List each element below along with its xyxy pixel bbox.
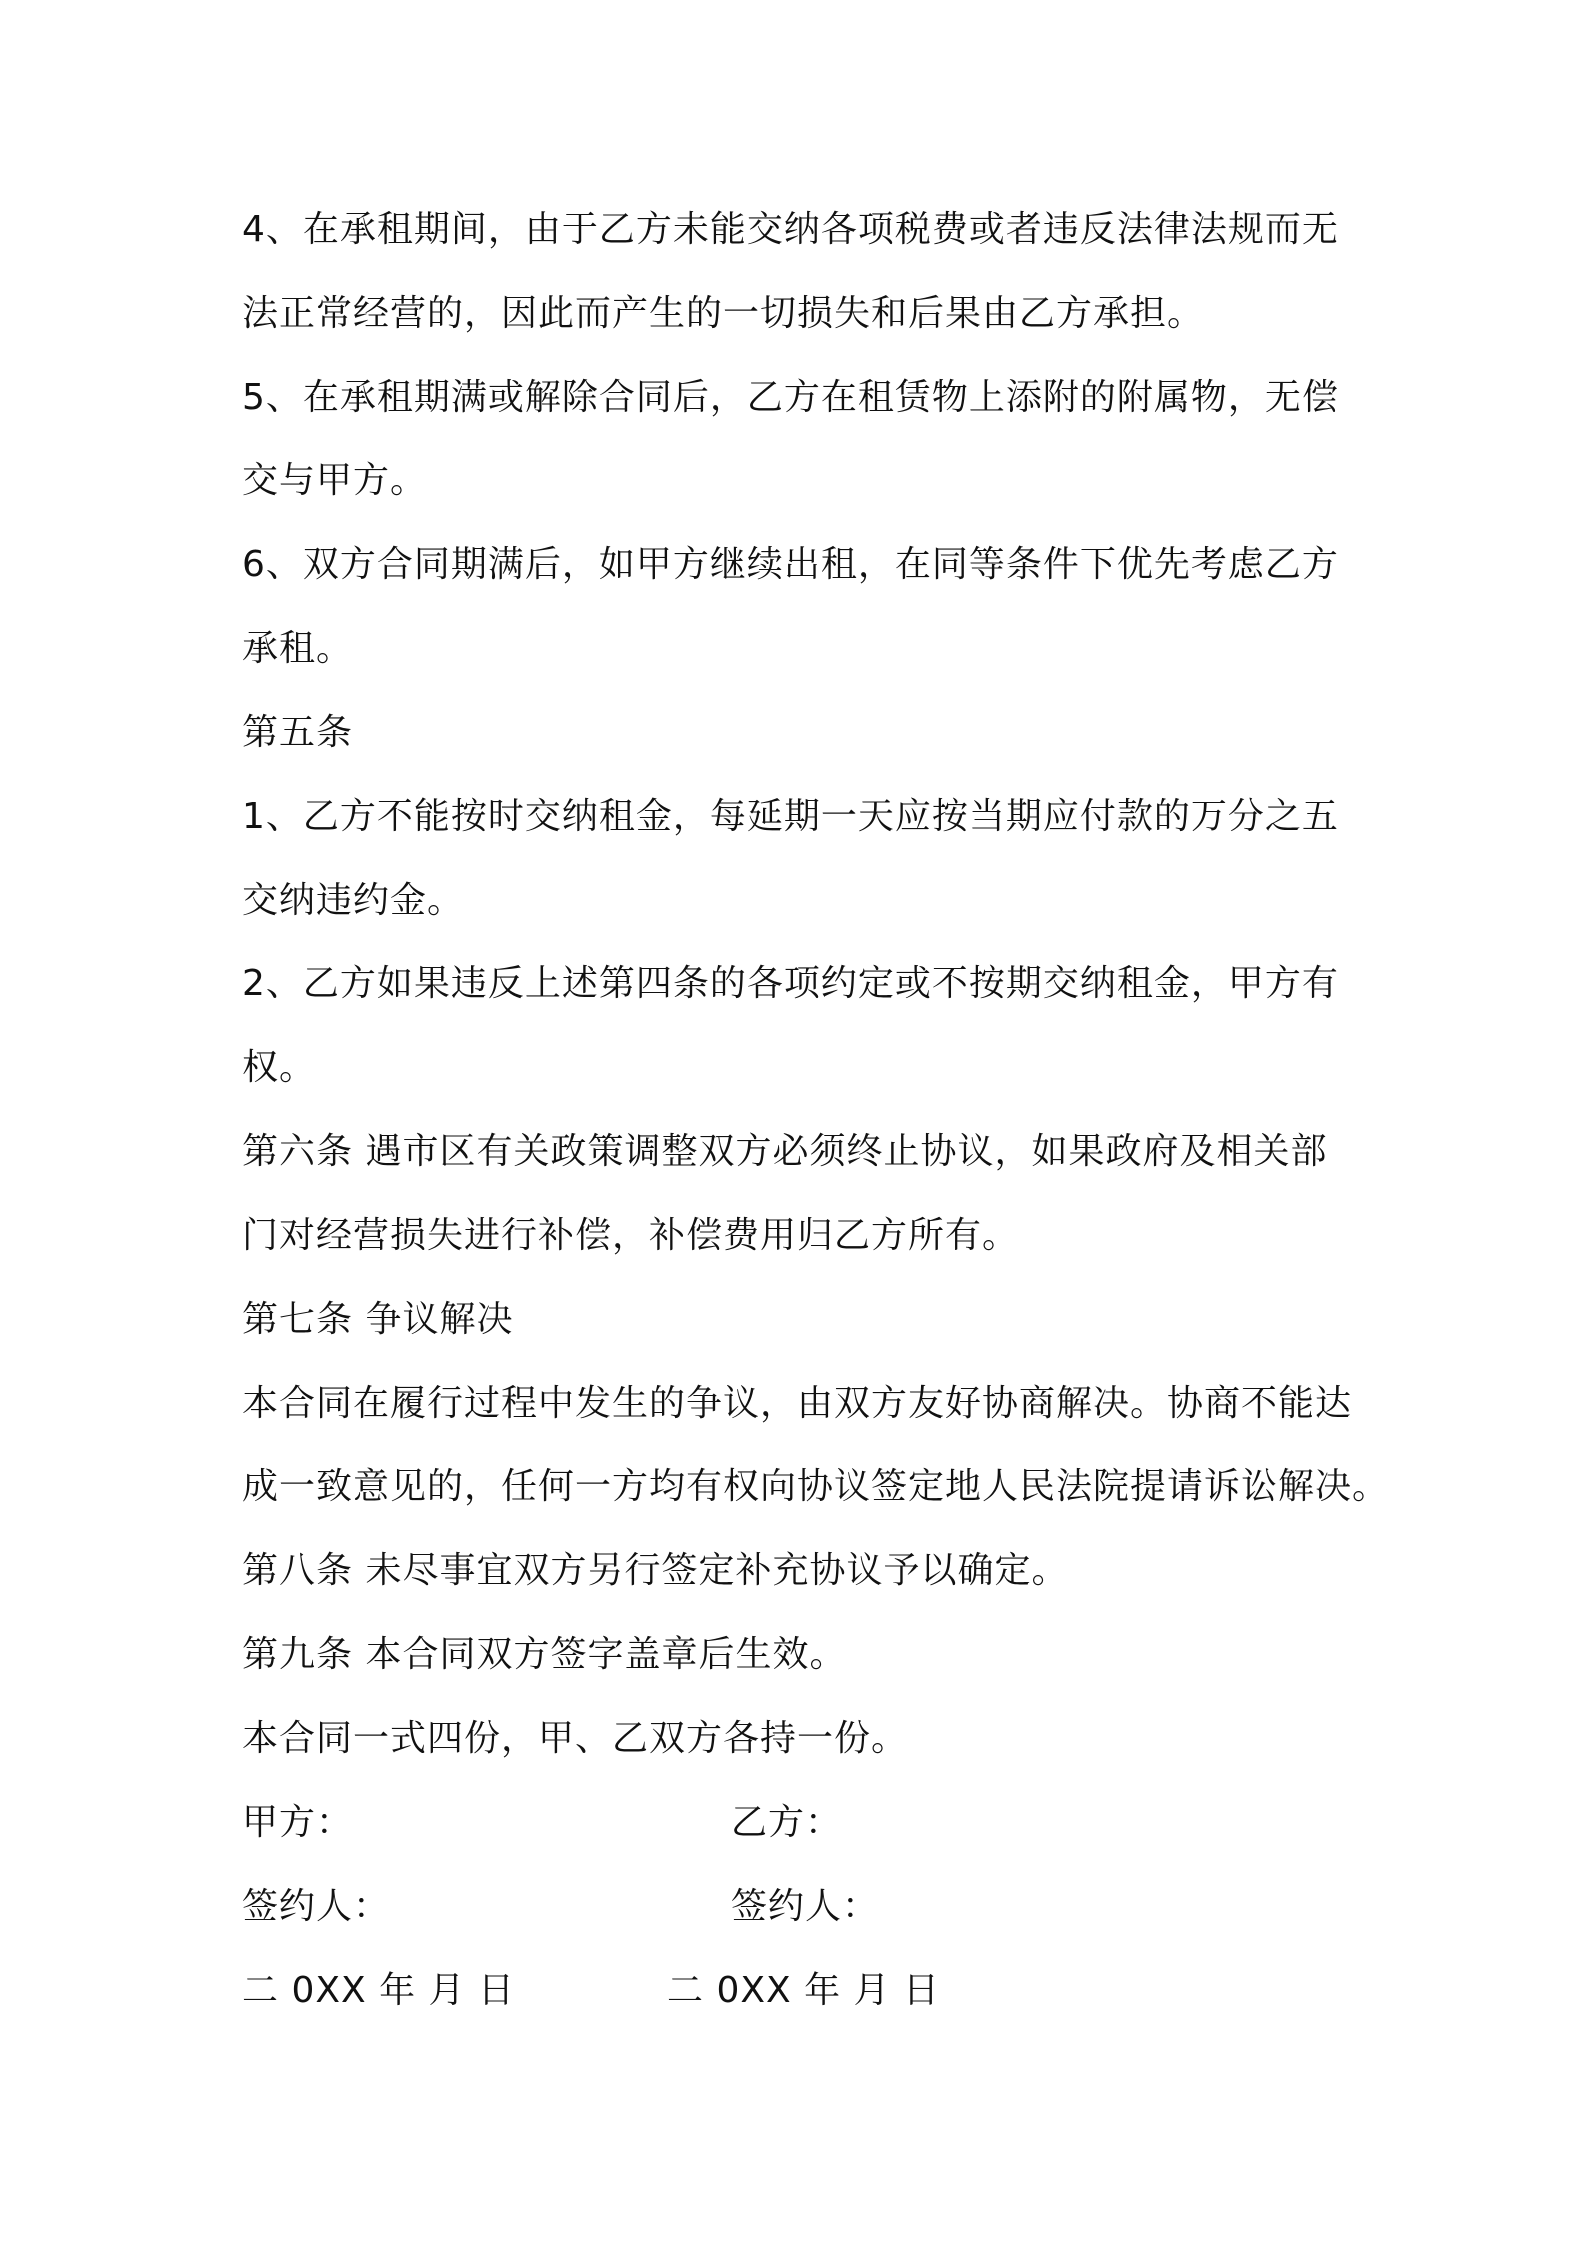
clause-5-line-1: 5、在承租期满或解除合同后，乙方在租赁物上添附的附属物，无偿 — [242, 377, 1339, 418]
article-7-body-line-2: 成一致意见的，任何一方均有权向协议签定地人民法院提请诉讼解决。 — [242, 1466, 1390, 1507]
date-b: 二 0XX 年 月 日 — [667, 1970, 941, 2011]
date-a: 二 0XX 年 月 日 — [242, 1970, 516, 2011]
clause-6-line-2: 承租。 — [242, 628, 354, 669]
article-6-line-2: 门对经营损失进行补偿，补偿费用归乙方所有。 — [242, 1215, 1020, 1256]
article-5-item-1-line-1: 1、乙方不能按时交纳租金，每延期一天应按当期应付款的万分之五 — [242, 796, 1339, 837]
article-8: 第八条 未尽事宜双方另行签定补充协议予以确定。 — [242, 1550, 1069, 1591]
article-5-item-2-line-1: 2、乙方如果违反上述第四条的各项约定或不按期交纳租金，甲方有 — [242, 963, 1339, 1004]
article-9: 第九条 本合同双方签字盖章后生效。 — [242, 1634, 847, 1675]
clause-5-line-2: 交与甲方。 — [242, 460, 428, 501]
article-7-body-line-1: 本合同在履行过程中发生的争议，由双方友好协商解决。协商不能达 — [242, 1383, 1353, 1424]
clause-6-line-1: 6、双方合同期满后，如甲方继续出租，在同等条件下优先考虑乙方 — [242, 544, 1339, 585]
copies-statement: 本合同一式四份，甲、乙双方各持一份。 — [242, 1718, 909, 1759]
signer-a-label: 签约人： — [242, 1886, 391, 1927]
clause-4-line-1: 4、在承租期间，由于乙方未能交纳各项税费或者违反法律法规而无 — [242, 209, 1339, 250]
article-5-item-2-line-2: 权。 — [242, 1047, 317, 1088]
party-a-label: 甲方： — [242, 1802, 354, 1843]
article-5-item-1-line-2: 交纳违约金。 — [242, 880, 465, 921]
article-6-line-1: 第六条 遇市区有关政策调整双方必须终止协议，如果政府及相关部 — [242, 1131, 1328, 1172]
party-b-label: 乙方： — [731, 1802, 843, 1843]
signer-b-label: 签约人： — [731, 1886, 880, 1927]
article-7-heading: 第七条 争议解决 — [242, 1299, 514, 1340]
clause-4-line-2: 法正常经营的，因此而产生的一切损失和后果由乙方承担。 — [242, 293, 1205, 334]
article-5-heading: 第五条 — [242, 712, 354, 753]
